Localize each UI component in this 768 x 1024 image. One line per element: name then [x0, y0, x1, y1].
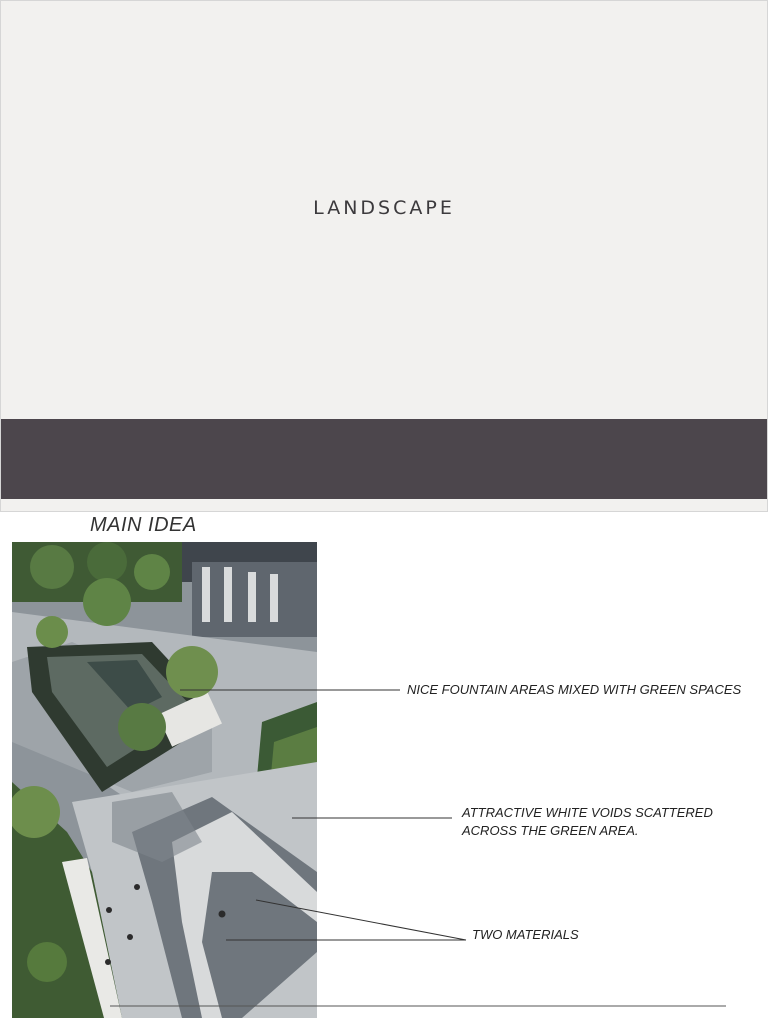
slide-title: LANDSCAPE — [313, 197, 455, 219]
main-idea-heading: MAIN IDEA — [90, 514, 197, 536]
courtyard-aerial-photo — [12, 542, 317, 1018]
annotation-materials: TWO MATERIALS — [472, 927, 579, 942]
dark-band — [1, 419, 767, 499]
annotation-fountain: NICE FOUNTAIN AREAS MIXED WITH GREEN SPACES — [407, 682, 742, 697]
annotation-voids-line1: ATTRACTIVE WHITE VOIDS SCATTERED — [462, 805, 713, 820]
main-idea-slide — [0, 512, 768, 1024]
annotation-voids-line2: ACROSS THE GREEN AREA. — [462, 823, 639, 838]
annotation-voids — [462, 804, 713, 840]
